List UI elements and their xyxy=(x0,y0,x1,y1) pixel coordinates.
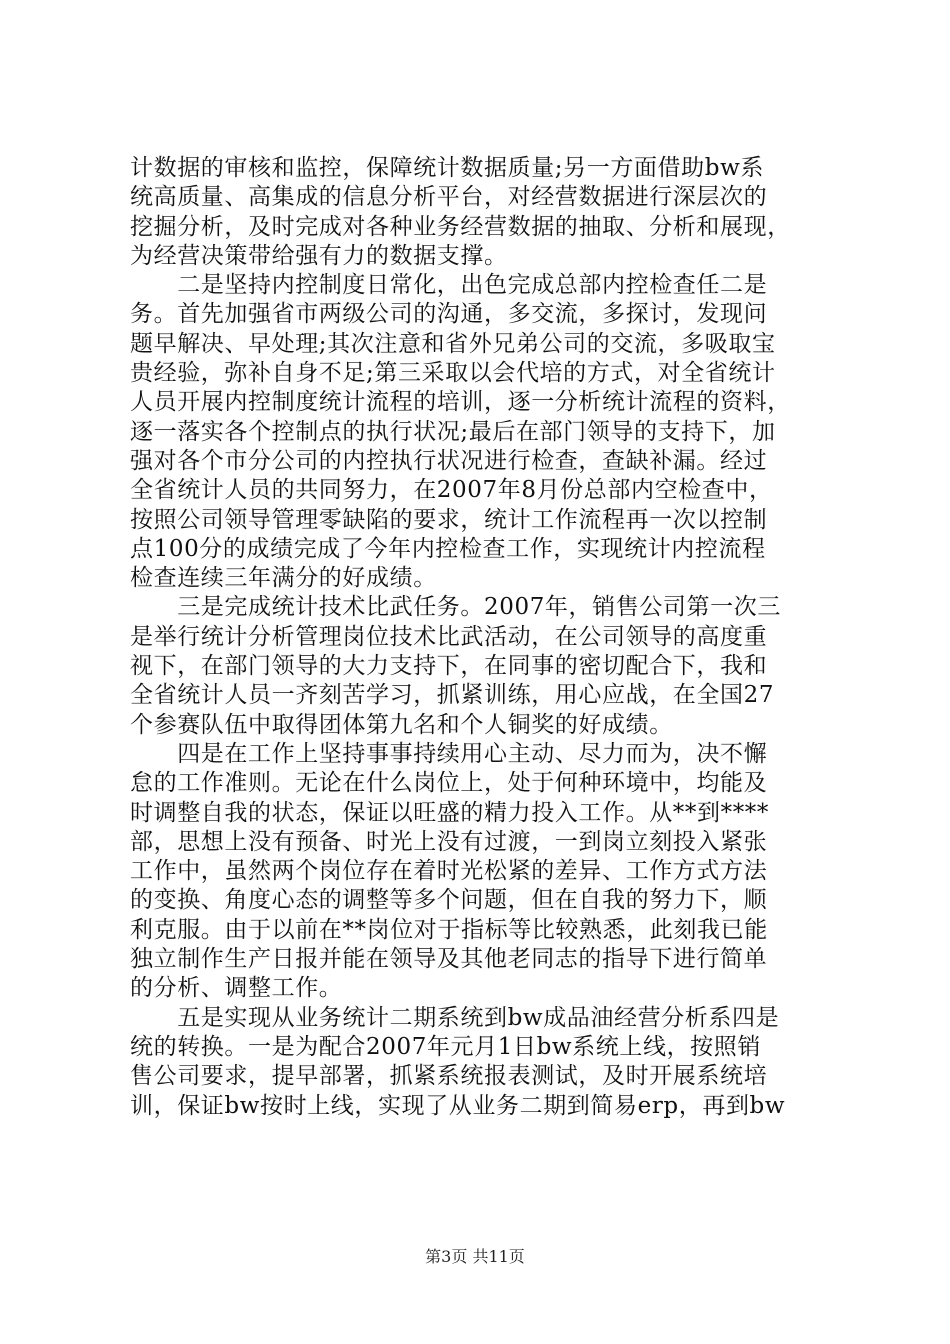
text-line: 时调整自我的状态，保证以旺盛的精力投入工作。从**到**** xyxy=(130,799,769,826)
text-line: 按照公司领导管理零缺陷的要求，统计工作流程再一次以控制 xyxy=(130,506,768,533)
text-line: 贵经验，弥补自身不足;第三采取以会代培的方式，对全省统计 xyxy=(130,360,776,387)
text-line: 题早解决、早处理;其次注意和省外兄弟公司的交流，多吸取宝 xyxy=(130,330,776,357)
text-line: 为经营决策带给强有力的数据支撑。 xyxy=(130,242,508,269)
text-line: 怠的工作准则。无论在什么岗位上，处于何种环境中，均能及 xyxy=(130,770,768,797)
document-body xyxy=(130,154,836,1121)
text-line: 利克服。由于以前在**岗位对于指标等比较熟悉，此刻我已能 xyxy=(130,916,768,943)
text-line: 统的转换。一是为配合2007年元月1日bw系统上线，按照销 xyxy=(130,1033,761,1060)
text-line: 二是坚持内控制度日常化，出色完成总部内控检查任二是 xyxy=(130,272,768,299)
paragraph-5 xyxy=(130,1004,836,1121)
text-line: 人员开展内控制度统计流程的培训，逐一分析统计流程的资料， xyxy=(130,389,791,416)
text-line: 统高质量、高集成的信息分析平台，对经营数据进行深层次的 xyxy=(130,184,768,211)
text-line: 计数据的审核和监控，保障统计数据质量;另一方面借助bw系 xyxy=(130,155,764,181)
text-line: 全省统计人员一齐刻苦学习，抓紧训练，用心应战，在全国27 xyxy=(130,682,775,709)
text-line: 的分析、调整工作。 xyxy=(130,975,343,1002)
text-line: 是举行统计分析管理岗位技术比武活动，在公司领导的高度重 xyxy=(130,623,768,650)
text-line: 检查连续三年满分的好成绩。 xyxy=(130,565,437,592)
paragraph-4 xyxy=(130,740,836,1004)
text-line: 个参赛队伍中取得团体第九名和个人铜奖的好成绩。 xyxy=(130,711,673,738)
text-line: 训，保证bw按时上线，实现了从业务二期到简易erp，再到bw xyxy=(130,1092,786,1119)
text-line: 挖掘分析，及时完成对各种业务经营数据的抽取、分析和展现， xyxy=(130,213,791,240)
text-line: 部，思想上没有预备、时光上没有过渡，一到岗立刻投入紧张 xyxy=(130,828,768,855)
text-line: 三是完成统计技术比武任务。2007年，销售公司第一次三 xyxy=(130,594,781,621)
text-line: 售公司要求，提早部署，抓紧系统报表测试，及时开展系统培 xyxy=(130,1063,768,1090)
paragraph-2 xyxy=(130,271,836,593)
text-line: 强对各个市分公司的内控执行状况进行检查，查缺补漏。经过 xyxy=(130,447,768,474)
text-line: 点100分的成绩完成了今年内控检查工作，实现统计内控流程 xyxy=(130,535,766,562)
text-line: 独立制作生产日报并能在领导及其他老同志的指导下进行简单 xyxy=(130,946,768,973)
text-line: 的变换、角度心态的调整等多个问题，但在自我的努力下，顺 xyxy=(130,887,768,914)
text-line: 全省统计人员的共同努力，在2007年8月份总部内空检查中， xyxy=(130,477,773,504)
text-line: 视下，在部门领导的大力支持下，在同事的密切配合下，我和 xyxy=(130,653,768,680)
text-line: 工作中，虽然两个岗位存在着时光松紧的差异、工作方式方法 xyxy=(130,858,768,885)
text-line: 务。首先加强省市两级公司的沟通，多交流，多探讨，发现问 xyxy=(130,301,768,328)
text-line: 四是在工作上坚持事事持续用心主动、尽力而为，决不懈 xyxy=(130,740,768,767)
paragraph-1 xyxy=(130,154,836,271)
paragraph-3 xyxy=(130,593,836,739)
text-line: 逐一落实各个控制点的执行状况;最后在部门领导的支持下，加 xyxy=(130,418,776,445)
page-number-footer: 第3页 共11页 xyxy=(425,1247,525,1266)
text-line: 五是实现从业务统计二期系统到bw成品油经营分析系四是 xyxy=(130,1004,780,1031)
